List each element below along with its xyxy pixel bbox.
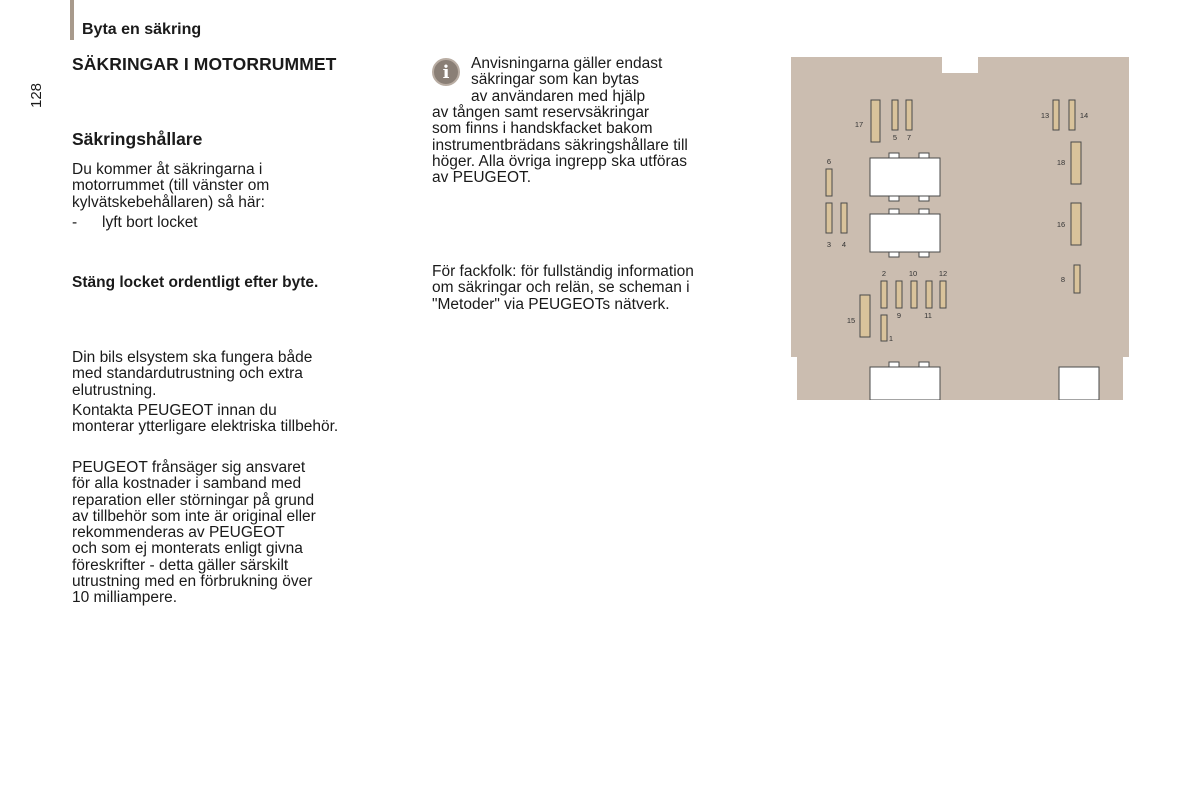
subheading: Säkringshållare (72, 129, 203, 149)
relay-3-pin (889, 362, 899, 367)
fuse-label: 5 (892, 133, 898, 142)
relay-2-pin (889, 252, 899, 257)
info-icon: i (432, 58, 460, 86)
warning-text: Stäng locket ordentligt efter byte. (72, 274, 319, 291)
fuse-16 (1071, 203, 1081, 245)
fuse-label: 13 (1040, 111, 1050, 120)
fuse-10 (911, 281, 917, 308)
professional-note: För fackfolk: för fullständig information om säkringar och relän, se scheman i "Metoder" via PEUGEOTs nätverk. (432, 263, 694, 313)
info-text: av tången samt reservsäkringar som finns i handskfacket bakom instrumentbrädans säkringshållare till höger. Alla övriga ingrepp ska utföras av PEUGEOT. (432, 104, 688, 187)
bullet-text: lyft bort locket (102, 214, 198, 231)
section-accent-bar (70, 0, 74, 40)
fuse-label: 4 (841, 240, 847, 249)
fuse-13 (1053, 100, 1059, 130)
relay-1-pin (889, 153, 899, 158)
paragraph-elsystem: Din bils elsystem ska fungera både med standardutrustning och extra elutrustning. (72, 349, 313, 399)
fuse-4 (841, 203, 847, 233)
fuse-17 (871, 100, 880, 142)
page-heading: SÄKRINGAR I MOTORRUMMET (72, 54, 337, 74)
fuse-9 (896, 281, 902, 308)
fuse-14 (1069, 100, 1075, 130)
fuse-7 (906, 100, 912, 130)
fuse-label: 18 (1056, 158, 1066, 167)
fuse-label: 16 (1056, 220, 1066, 229)
fuse-label: 7 (906, 133, 912, 142)
fuse-15 (860, 295, 870, 337)
relay-2-pin (919, 252, 929, 257)
fuse-3 (826, 203, 832, 233)
info-text-indented: Anvisningarna gäller endast säkringar som kan bytas av användaren med hjälp (471, 55, 663, 105)
relay-1 (870, 158, 940, 196)
fuse-8 (1074, 265, 1080, 293)
relay-2-pin (919, 209, 929, 214)
relay-2 (870, 214, 940, 252)
relay-1-pin (919, 153, 929, 158)
fuse-6 (826, 169, 832, 196)
fuse-5 (892, 100, 898, 130)
fuse-label: 8 (1060, 275, 1066, 284)
relay-1-pin (919, 196, 929, 201)
fuse-label: 1 (888, 334, 894, 343)
fuse-label: 3 (826, 240, 832, 249)
page-number: 128 (28, 82, 45, 108)
fuse-box-diagram (791, 57, 1129, 400)
top-notch (942, 57, 978, 73)
right-notch (1123, 357, 1129, 400)
relay-3 (870, 367, 940, 400)
fuse-18 (1071, 142, 1081, 184)
relay-2-pin (889, 209, 899, 214)
fuse-label: 9 (896, 311, 902, 320)
fuse-label: 6 (826, 157, 832, 166)
fuse-label: 12 (938, 269, 948, 278)
intro-text: Du kommer åt säkringarna i motorrummet (till vänster om kylvätskebehållaren) så här: (72, 161, 270, 211)
fuse-label: 10 (908, 269, 918, 278)
paragraph-kontakta: Kontakta PEUGEOT innan du monterar ytterligare elektriska tillbehör. (72, 402, 339, 436)
bullet-dash: - (72, 214, 78, 231)
fuse-label: 15 (846, 316, 856, 325)
left-notch (791, 357, 797, 400)
fuse-label: 14 (1079, 111, 1089, 120)
fuse-label: 11 (924, 311, 932, 320)
fuse-11 (926, 281, 932, 308)
fuse-label: 2 (881, 269, 887, 278)
fuse-1 (881, 315, 887, 341)
connector-box (1059, 367, 1099, 400)
section-title: Byta en säkring (82, 21, 202, 38)
fuse-2 (881, 281, 887, 308)
relay-1-pin (889, 196, 899, 201)
fuse-label: 17 (854, 120, 864, 129)
fuse-12 (940, 281, 946, 308)
paragraph-ansvar: PEUGEOT frånsäger sig ansvaret för alla kostnader i samband med reparation eller störningar på grund av tillbehör som inte är original eller rekommenderas av PEUGEOT och som ej monterats enligt givna föreskrifter - detta gäller särskilt utrustning med en förbrukning över 10 milliampere. (72, 459, 316, 607)
relay-3-pin (919, 362, 929, 367)
